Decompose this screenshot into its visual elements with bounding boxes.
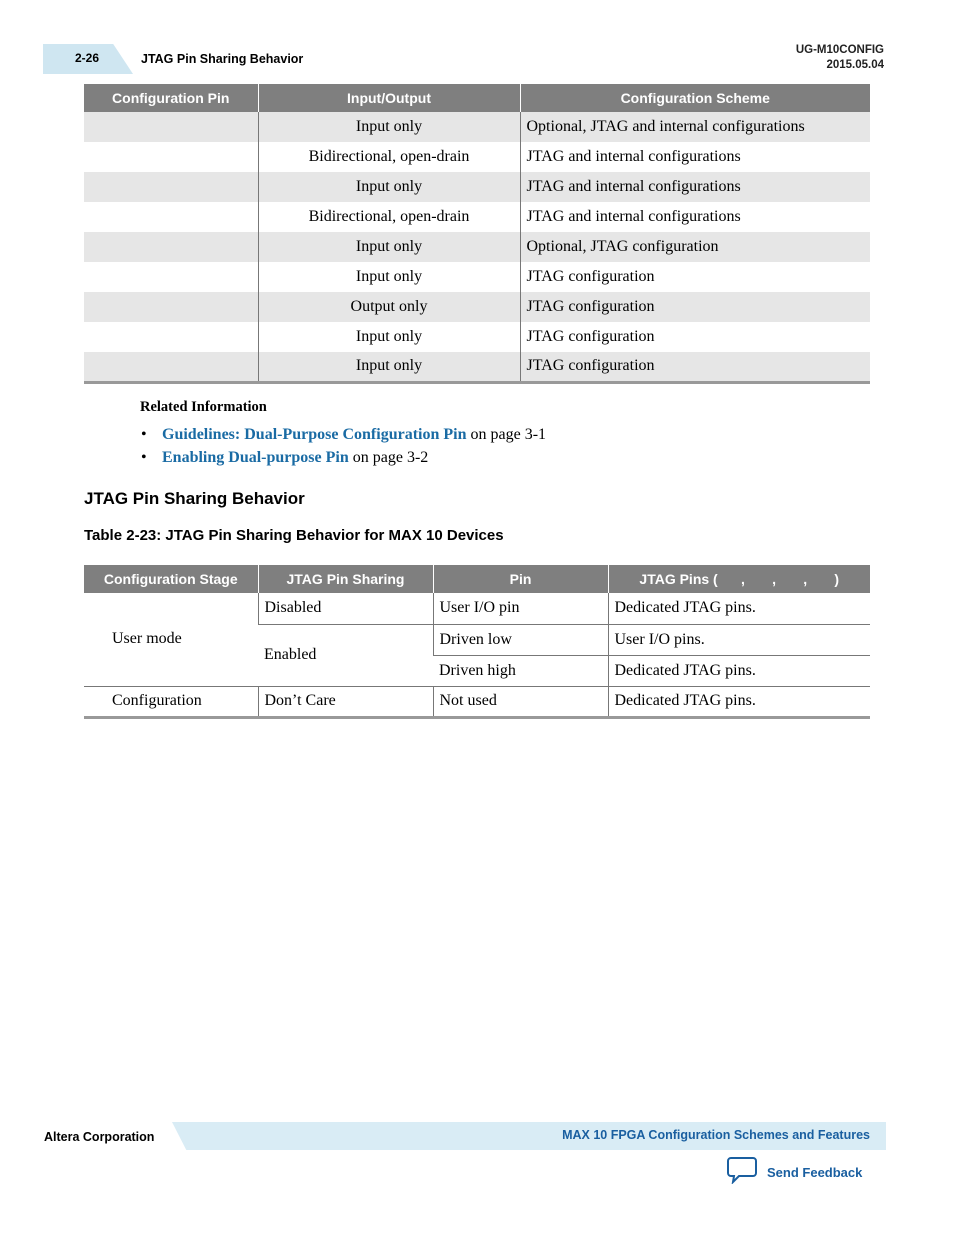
table-row — [84, 112, 870, 142]
table-header-row — [84, 84, 870, 112]
table-cell: User I/O pins. — [608, 624, 870, 655]
table-cell: Input only — [258, 172, 520, 202]
table-cell: Optional, JTAG configuration — [520, 232, 870, 262]
table-row — [84, 262, 870, 292]
table-cell — [84, 172, 258, 202]
doc-date: 2015.05.04 — [826, 59, 884, 71]
table-cell: JTAG configuration — [520, 292, 870, 322]
table-cell: User mode — [84, 593, 258, 686]
list-item — [141, 426, 546, 449]
table-cell: Disabled — [258, 593, 433, 624]
table-cell: Don’t Care — [258, 686, 433, 717]
table-caption: Table 2-23: JTAG Pin Sharing Behavior for MAX 10 Devices — [84, 527, 504, 544]
table-cell: Input only — [258, 112, 520, 142]
table-cell — [84, 112, 258, 142]
table-cell: Optional, JTAG and internal configurations — [520, 112, 870, 142]
related-information-title: Related Information — [140, 399, 267, 415]
column-header: JTAG Pin Sharing — [258, 565, 433, 593]
table-row — [84, 322, 870, 352]
related-links-list — [141, 426, 546, 472]
table-cell: Dedicated JTAG pins. — [608, 655, 870, 686]
table-row — [84, 202, 870, 232]
section-heading: JTAG Pin Sharing Behavior — [84, 489, 305, 508]
table-cell — [84, 232, 258, 262]
table-row — [84, 352, 870, 382]
column-header: JTAG Pins ( , , , ) — [608, 565, 870, 593]
table-cell: Configuration — [84, 686, 258, 717]
table-row — [84, 232, 870, 262]
table-cell: Output only — [258, 292, 520, 322]
table-cell: Bidirectional, open-drain — [258, 202, 520, 232]
table-cell: Input only — [258, 322, 520, 352]
table-cell: Enabled — [258, 624, 433, 686]
enabling-dual-purpose-link[interactable]: Enabling Dual-purpose Pin — [162, 449, 349, 466]
jtag-pin-sharing-table — [84, 565, 870, 719]
table-cell: Not used — [433, 686, 608, 717]
table-cell — [84, 352, 258, 382]
table-cell: JTAG configuration — [526, 268, 655, 285]
table-cell: JTAG and internal configurations — [526, 148, 741, 165]
footer-doc-title: MAX 10 FPGA Configuration Schemes and Features — [562, 1128, 870, 1142]
running-section-title: JTAG Pin Sharing Behavior — [141, 52, 304, 66]
bullet-icon: • — [141, 449, 147, 466]
table-cell: Driven high — [433, 655, 608, 686]
table-cell: Input only — [258, 262, 520, 292]
send-feedback-button[interactable] — [727, 1158, 862, 1186]
table-cell: JTAG and internal configurations — [520, 172, 870, 202]
bullet-icon: • — [141, 426, 147, 443]
footer-company: Altera Corporation — [44, 1130, 155, 1144]
column-header: Configuration Scheme — [520, 84, 870, 112]
table-cell: JTAG and internal configurations — [526, 208, 741, 225]
table-row — [84, 172, 870, 202]
speech-bubble-icon — [727, 1156, 757, 1189]
table-cell: Bidirectional, open-drain — [258, 142, 520, 172]
list-item — [141, 449, 546, 472]
page-reference: on page 3-2 — [348, 449, 429, 466]
page-number: 2-26 — [75, 51, 100, 65]
table-row — [84, 686, 870, 717]
table-cell — [84, 322, 258, 352]
table-cell: Dedicated JTAG pins. — [608, 686, 870, 717]
table-cell: Dedicated JTAG pins. — [608, 593, 870, 624]
table-header-row — [84, 565, 870, 593]
guidelines-dual-purpose-link[interactable]: Guidelines: Dual-Purpose Configuration Pin — [162, 426, 467, 443]
column-header: Configuration Pin — [84, 84, 258, 112]
table-cell — [84, 142, 258, 172]
table-row — [84, 593, 870, 624]
table-cell — [84, 292, 258, 322]
column-header: Pin — [433, 565, 608, 593]
table-cell: JTAG configuration — [520, 352, 870, 382]
send-feedback-label: Send Feedback — [767, 1164, 863, 1180]
table-row — [84, 142, 870, 172]
page-reference: on page 3-1 — [466, 426, 547, 443]
column-header: Configuration Stage — [84, 565, 258, 593]
table-row — [84, 292, 870, 322]
table-cell — [84, 202, 258, 232]
configuration-pin-table — [84, 84, 870, 384]
column-header: Input/Output — [258, 84, 520, 112]
table-cell: JTAG configuration — [526, 328, 655, 345]
table-cell: Input only — [258, 352, 520, 382]
table-cell — [84, 262, 258, 292]
table-cell: User I/O pin — [433, 593, 608, 624]
table-cell: Input only — [258, 232, 520, 262]
table-cell: Driven low — [433, 624, 608, 655]
doc-info — [796, 43, 884, 73]
doc-id: UG-M10CONFIG — [795, 44, 884, 56]
